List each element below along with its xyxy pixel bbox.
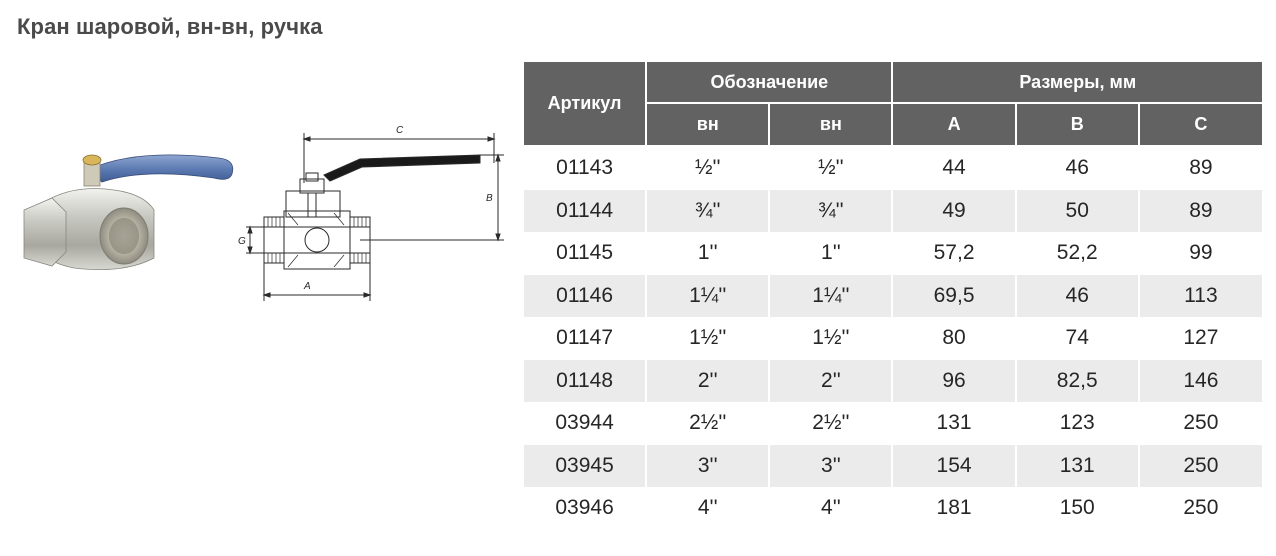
- header-sub-a: A: [892, 103, 1015, 146]
- cell-designation-1: 1'': [646, 232, 769, 275]
- cell-size-c: 99: [1139, 232, 1262, 275]
- cell-article: 01144: [524, 190, 646, 233]
- table-row: [524, 317, 1262, 360]
- cell-designation-1: 2½'': [646, 402, 769, 445]
- cell-designation-2: 1'': [769, 232, 892, 275]
- cell-article: 01143: [524, 146, 646, 190]
- table-row: [524, 445, 1262, 488]
- cell-designation-1: 1¼'': [646, 275, 769, 318]
- cell-designation-1: ¾'': [646, 190, 769, 233]
- table-row: [524, 487, 1262, 530]
- dimensions-table: [524, 62, 1262, 530]
- cell-size-b: 123: [1016, 402, 1139, 445]
- cell-size-b: 150: [1016, 487, 1139, 530]
- cell-designation-2: ¾'': [769, 190, 892, 233]
- table-row: [524, 360, 1262, 403]
- cell-designation-1: 3'': [646, 445, 769, 488]
- cell-size-c: 127: [1139, 317, 1262, 360]
- cell-designation-2: 2½'': [769, 402, 892, 445]
- dim-label-g: G: [238, 236, 246, 247]
- cell-size-c: 89: [1139, 146, 1262, 190]
- cell-designation-1: 4'': [646, 487, 769, 530]
- cell-designation-2: 3'': [769, 445, 892, 488]
- cell-size-c: 250: [1139, 445, 1262, 488]
- table-row: [524, 232, 1262, 275]
- cell-size-a: 96: [892, 360, 1015, 403]
- cell-article: 01148: [524, 360, 646, 403]
- cell-size-c: 89: [1139, 190, 1262, 233]
- header-sub-inner-2: вн: [769, 103, 892, 146]
- cell-article: 01146: [524, 275, 646, 318]
- cell-designation-1: ½'': [646, 146, 769, 190]
- cell-size-a: 69,5: [892, 275, 1015, 318]
- cell-size-c: 250: [1139, 487, 1262, 530]
- table-row: [524, 275, 1262, 318]
- table-row: [524, 190, 1262, 233]
- header-sub-c: C: [1139, 103, 1262, 146]
- cell-designation-2: 2'': [769, 360, 892, 403]
- cell-designation-2: 1½'': [769, 317, 892, 360]
- cell-size-c: 113: [1139, 275, 1262, 318]
- header-sub-inner-1: вн: [646, 103, 769, 146]
- cell-size-a: 49: [892, 190, 1015, 233]
- cell-size-b: 50: [1016, 190, 1139, 233]
- cell-designation-1: 2'': [646, 360, 769, 403]
- cell-article: 03945: [524, 445, 646, 488]
- cell-designation-1: 1½'': [646, 317, 769, 360]
- header-article: Артикул: [524, 62, 646, 146]
- cell-article: 03946: [524, 487, 646, 530]
- cell-article: 03944: [524, 402, 646, 445]
- cell-designation-2: 1¼'': [769, 275, 892, 318]
- cell-size-a: 57,2: [892, 232, 1015, 275]
- cell-size-a: 154: [892, 445, 1015, 488]
- cell-size-b: 46: [1016, 146, 1139, 190]
- cell-size-a: 131: [892, 402, 1015, 445]
- dim-label-a: A: [304, 281, 311, 292]
- valve-dimension-drawing: [228, 113, 518, 308]
- cell-designation-2: 4'': [769, 487, 892, 530]
- cell-article: 01147: [524, 317, 646, 360]
- cell-size-b: 52,2: [1016, 232, 1139, 275]
- cell-article: 01145: [524, 232, 646, 275]
- header-sub-b: B: [1016, 103, 1139, 146]
- cell-size-a: 181: [892, 487, 1015, 530]
- cell-size-b: 74: [1016, 317, 1139, 360]
- header-sizes: Размеры, мм: [892, 62, 1262, 103]
- cell-size-b: 131: [1016, 445, 1139, 488]
- ball-valve-photo: [14, 140, 239, 280]
- cell-size-a: 44: [892, 146, 1015, 190]
- product-title: Кран шаровой, вн-вн, ручка: [17, 14, 323, 39]
- dim-label-b: B: [486, 193, 493, 204]
- dim-label-c: C: [396, 125, 404, 136]
- cell-size-c: 146: [1139, 360, 1262, 403]
- table-row: [524, 146, 1262, 190]
- cell-designation-2: ½'': [769, 146, 892, 190]
- cell-size-c: 250: [1139, 402, 1262, 445]
- cell-size-b: 46: [1016, 275, 1139, 318]
- header-designation: Обозначение: [646, 62, 892, 103]
- cell-size-a: 80: [892, 317, 1015, 360]
- cell-size-b: 82,5: [1016, 360, 1139, 403]
- table-row: [524, 402, 1262, 445]
